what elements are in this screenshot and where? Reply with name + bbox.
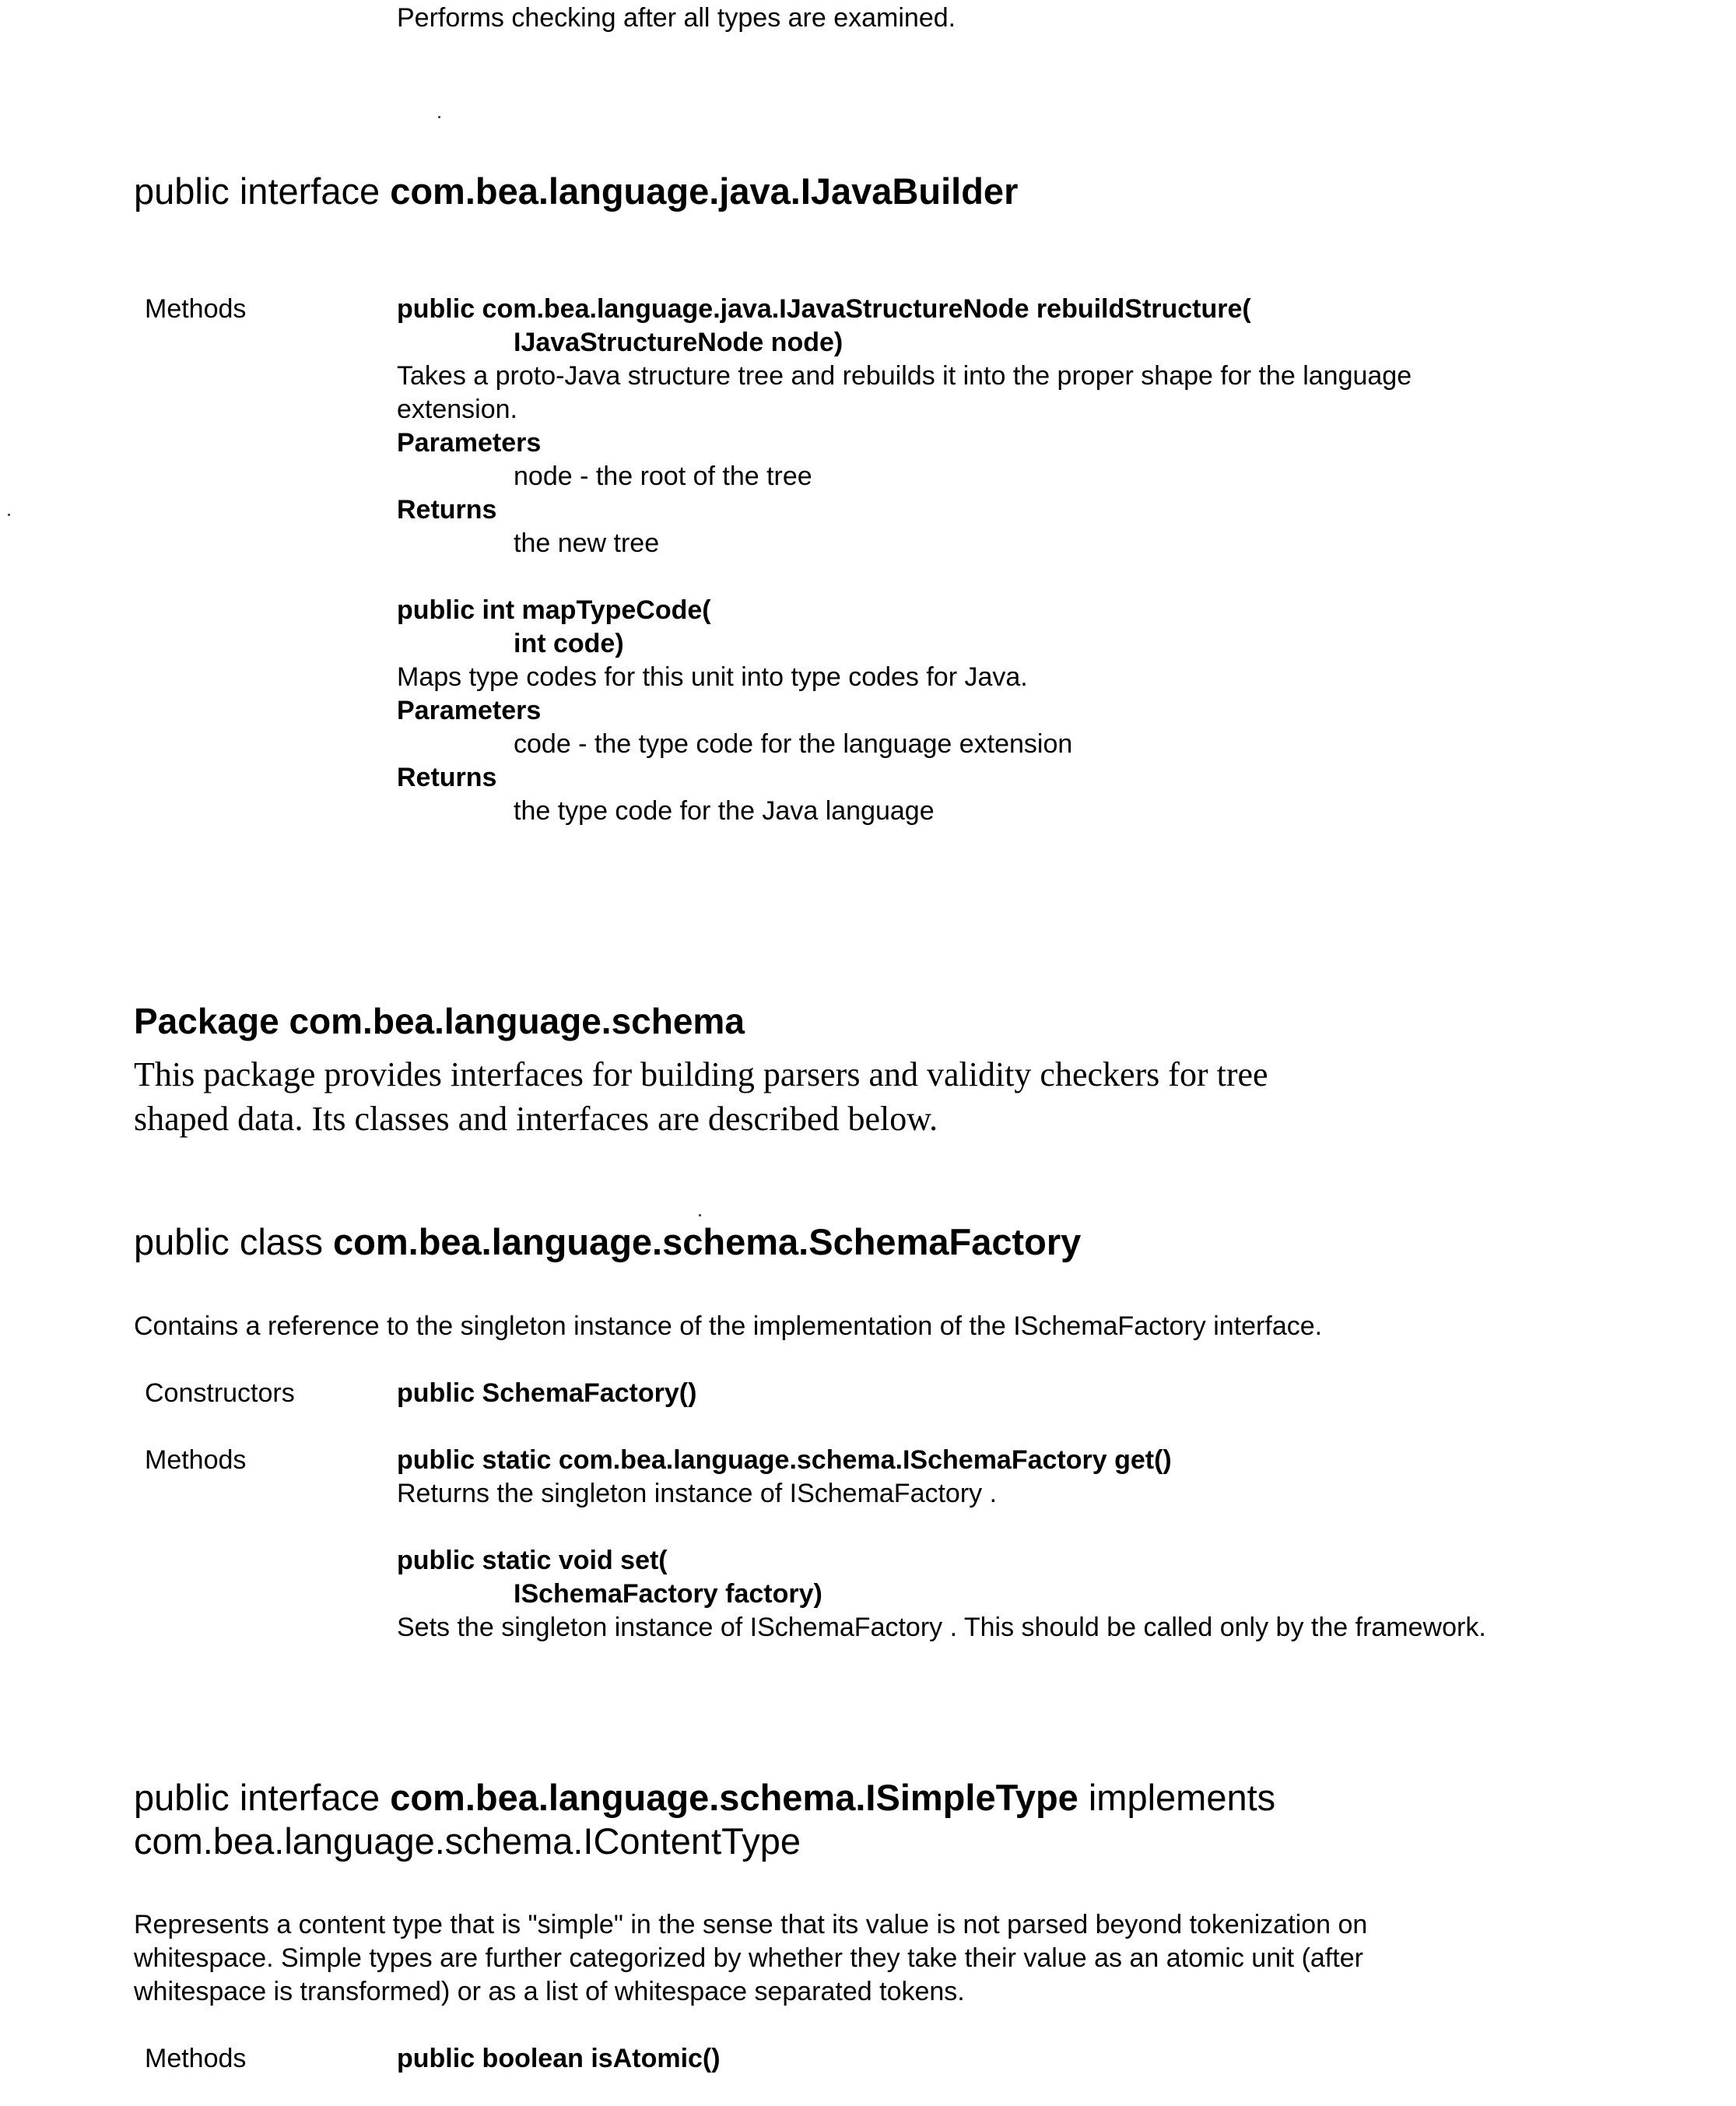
class-description: Contains a reference to the singleton instance of the implementation of the ISchemaFactory interface.: [134, 1311, 1323, 1341]
method-signature-params: ISchemaFactory factory): [514, 1579, 822, 1609]
method-description: Maps type codes for this unit into type codes for Java.: [397, 662, 1028, 692]
scan-speck: [438, 116, 440, 118]
method-signature-params: IJavaStructureNode node): [514, 328, 843, 357]
package-heading: Package com.bea.language.schema: [134, 1001, 745, 1041]
returns-description: the type code for the Java language: [514, 796, 935, 826]
returns-label: Returns: [397, 763, 497, 792]
heading-prefix: public interface: [134, 1777, 391, 1818]
package-description: shaped data. Its classes and interfaces are described below.: [134, 1100, 938, 1138]
parameter-description: node - the root of the tree: [514, 462, 812, 491]
method-signature: public boolean isAtomic(): [397, 2044, 721, 2073]
parameter-description: code - the type code for the language extension: [514, 729, 1073, 759]
heading-suffix: implements: [1078, 1777, 1276, 1818]
returns-description: the new tree: [514, 528, 660, 558]
method-signature: public static void set(: [397, 1546, 668, 1575]
class-description: whitespace is transformed) or as a list of whitespace separated tokens.: [134, 1977, 965, 2006]
methods-label: Methods: [145, 2044, 247, 2073]
heading-prefix: public interface: [134, 170, 391, 212]
class-heading-ijavabuilder: [134, 170, 1018, 213]
method-description: Takes a proto-Java structure tree and rebuilds it into the proper shape for the language: [397, 361, 1412, 391]
method-description: Performs checking after all types are examined.: [397, 3, 956, 33]
scan-speck: [699, 1214, 701, 1216]
class-heading-implements: com.bea.language.schema.IContentType: [134, 1820, 801, 1862]
heading-name: com.bea.language.java.IJavaBuilder: [390, 170, 1019, 212]
methods-label: Methods: [145, 294, 247, 324]
methods-label: Methods: [145, 1445, 247, 1475]
class-heading-schemafactory: [134, 1220, 1081, 1264]
package-description: This package provides interfaces for building parsers and validity checkers for tree: [134, 1055, 1268, 1093]
class-description: Represents a content type that is "simple" in the sense that its value is not parsed beyond tokenization on: [134, 1910, 1368, 1939]
method-description: Sets the singleton instance of ISchemaFactory . This should be called only by the framework.: [397, 1613, 1486, 1642]
heading-name: com.bea.language.schema.ISimpleType: [390, 1777, 1078, 1818]
constructors-label: Constructors: [145, 1378, 295, 1408]
parameters-label: Parameters: [397, 428, 542, 458]
heading-prefix: public class: [134, 1221, 333, 1262]
class-description: whitespace. Simple types are further categorized by whether they take their value as an atomic unit (after: [134, 1943, 1363, 1973]
method-description: extension.: [397, 395, 517, 424]
class-heading-isimpletype: [134, 1776, 1275, 1820]
constructor-signature: public SchemaFactory(): [397, 1378, 697, 1408]
method-signature: public static com.bea.language.schema.ISchemaFactory get(): [397, 1445, 1172, 1475]
parameters-label: Parameters: [397, 696, 542, 725]
scan-speck: [8, 514, 10, 516]
method-signature-params: int code): [514, 629, 624, 658]
returns-label: Returns: [397, 495, 497, 525]
method-signature: public com.bea.language.java.IJavaStructureNode rebuildStructure(: [397, 294, 1251, 324]
heading-name: com.bea.language.schema.SchemaFactory: [333, 1221, 1082, 1262]
method-signature: public int mapTypeCode(: [397, 595, 711, 625]
method-description: Returns the singleton instance of ISchemaFactory .: [397, 1479, 998, 1508]
